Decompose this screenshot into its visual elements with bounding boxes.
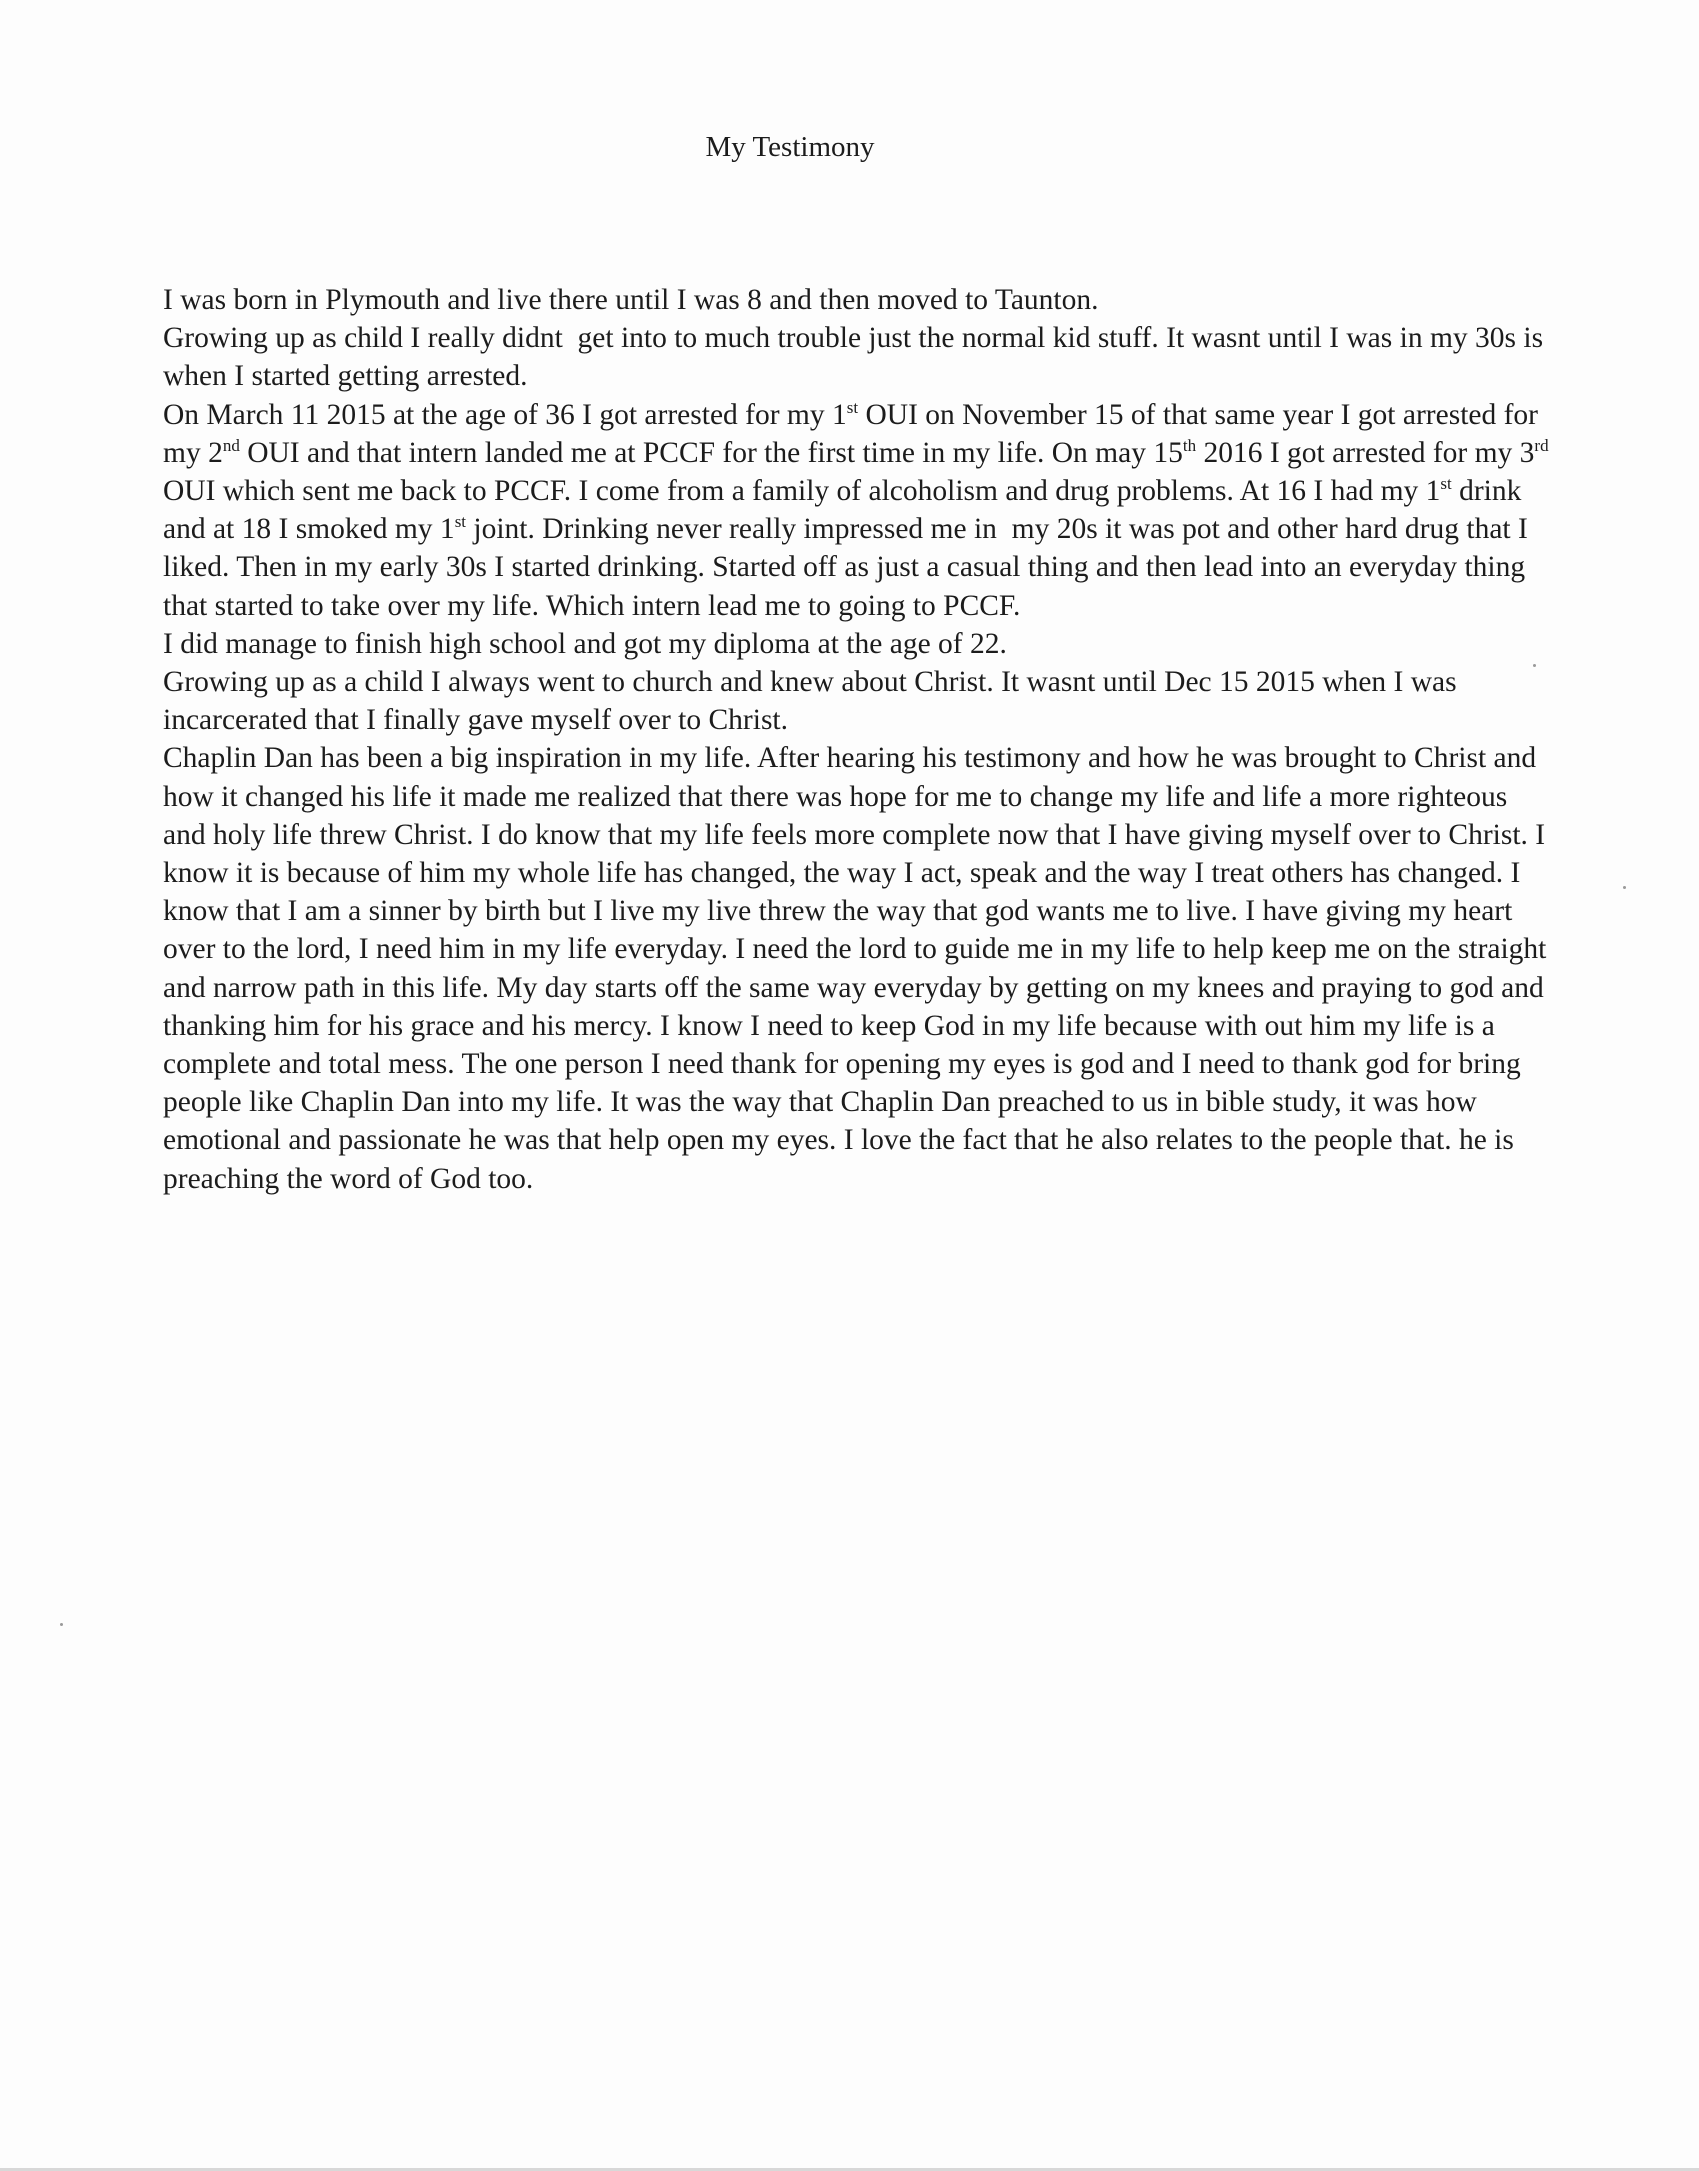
text-segment: OUI which sent me back to PCCF. I come from a family of alcoholism and drug problems. At 16 I had my 1 <box>163 436 1556 508</box>
document-body <box>163 281 1556 1198</box>
document-title: My Testimony <box>705 131 875 163</box>
text-segment: OUI on November 15 of that same year I got arrested for my 2 <box>163 398 1546 469</box>
text-segment: Chaplin Dan has been a big inspiration in my life. After hearing his testimony and how he was brought to Christ and how it changed his life it made me realized that there was hope for me to change my life and life a more righteous and holy life threw Christ. I do know that my life feels more complete now that I have giving myself over to Christ. I know it is because of him my whole life has changed, the way I act, speak and the way I treat others has changed. I know that I am a sinner by birth but I live my live threw the way that god wants me to live. I have giving my heart over to the lord, I need him in my life everyday. I need the lord to guide me in my life to help keep me on the straight and narrow path in this life. My day starts off the same way everyday by getting on my knees and praying to god and thanking him for his grace and his mercy. I know I need to keep God in my life because with out him my life is a complete and total mess. The one person I need thank for opening my eyes is god and I need to thank god for bring people like Chaplin Dan into my life. It was the way that Chaplin Dan preached to us in bible study, it was how emotional and passionate he was that help open my eyes. I love the fact that he also relates to the people that. he is preaching the word of God too. <box>163 742 1554 1195</box>
ordinal-superscript: st <box>846 397 859 417</box>
paragraph <box>163 396 1556 625</box>
text-segment: Growing up as child I really didnt get into to much trouble just the normal kid stuff. It wasnt until I was in my 30s is when I started getting arrested. <box>163 322 1551 393</box>
text-segment: 2016 I got arrested for my 3 <box>1196 436 1535 469</box>
text-segment: I did manage to finish high school and got my diploma at the age of 22. <box>163 627 1007 660</box>
text-segment: On March 11 2015 at the age of 36 I got arrested for my 1 <box>163 398 847 431</box>
paragraph <box>163 281 1553 319</box>
paragraph <box>163 625 1553 663</box>
text-segment: OUI and that intern landed me at PCCF for the first time in my life. On may 15 <box>239 436 1183 469</box>
ordinal-superscript: nd <box>222 435 240 455</box>
ordinal-superscript: st <box>1440 474 1452 494</box>
scan-speck <box>60 1623 63 1626</box>
ordinal-superscript: st <box>454 512 467 532</box>
scan-speck <box>1533 664 1536 667</box>
text-segment: Growing up as a child I always went to church and knew about Christ. It wasnt until Dec 15 2015 when I was incarcerated that I finally gave myself over to Christ. <box>163 666 1464 737</box>
paragraph <box>163 319 1553 395</box>
text-segment: joint. Drinking never really impressed me in my 20s it was pot and other hard drug that I liked. Then in my early 30s I started drinking. Started off as just a casual thing and then lead into an everyday thing that started to take over my life. Which intern lead me to going to PCCF. <box>163 513 1536 622</box>
paragraph <box>163 739 1553 1197</box>
scan-speck <box>1623 886 1626 889</box>
text-segment: I was born in Plymouth and live there until I was 8 and then moved to Taunton. <box>163 284 1099 316</box>
ordinal-superscript: rd <box>1534 435 1549 455</box>
paragraph <box>163 663 1553 739</box>
ordinal-superscript: th <box>1182 435 1197 455</box>
text-segment: drink and at 18 I smoked my 1 <box>163 475 1529 546</box>
